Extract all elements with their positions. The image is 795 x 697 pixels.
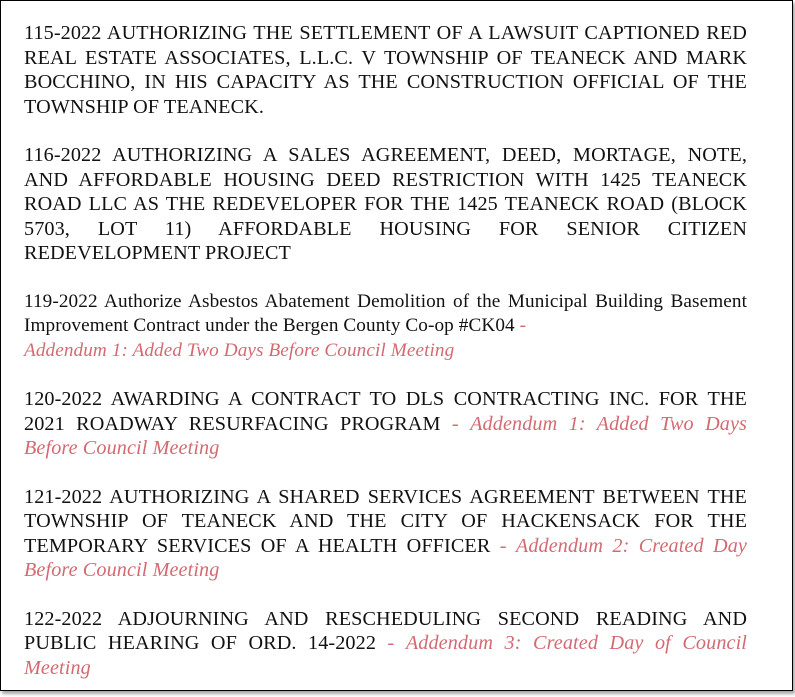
resolution-list	[24, 21, 747, 680]
addendum-separator: -	[376, 632, 406, 654]
resolution-text: 121-2022 AUTHORIZING A SHARED SERVICES AGREEMENT BETWEEN THE TOWNSHIP OF TEANECK AND THE CITY OF HACKENSACK FOR THE TEMPORARY SERVICES OF A HEALTH OFFICER	[24, 485, 747, 557]
resolution-text: 122-2022 ADJOURNING AND RESCHEDULING SECOND READING AND PUBLIC HEARING OF ORD. 14-2022	[24, 607, 747, 654]
resolution-text: 116-2022 AUTHORIZING A SALES AGREEMENT, DEED, MORTAGE, NOTE, AND AFFORDABLE HOUSING DEED RESTRICTION WITH 1425 TEANECK ROAD LLC AS THE REDEVELOPER FOR THE 1425 TEANECK ROAD (BLOCK 5703, LOT 11) AFFORDABLE HOUSING FOR SENIOR CITIZEN REDEVELOPMENT PROJECT	[24, 144, 747, 264]
addendum-note: Addendum 1: Added Two Days Before Council Meeting	[24, 412, 747, 459]
resolution-119-2022	[24, 290, 747, 364]
resolution-text: 119-2022 Authorize Asbestos Abatement Demolition of the Municipal Building Basement Improvement Contract under the Bergen County Co-op #CK04	[24, 290, 747, 336]
addendum-separator: -	[514, 315, 527, 336]
resolution-116-2022	[24, 143, 747, 266]
resolution-122-2022	[24, 607, 747, 681]
resolution-120-2022	[24, 387, 747, 461]
addendum-separator: -	[490, 534, 516, 557]
resolution-115-2022	[24, 21, 747, 119]
addendum-note: Addendum 3: Created Day of Council Meeting	[24, 632, 747, 679]
addendum-note: Addendum 2: Created Day Before Council Meeting	[24, 534, 747, 581]
addendum-separator: -	[440, 412, 471, 435]
resolution-text: 115-2022 AUTHORIZING THE SETTLEMENT OF A LAWSUIT CAPTIONED RED REAL ESTATE ASSOCIATES, L.L.C. V TOWNSHIP OF TEANECK AND MARK BOCCHINO, IN HIS CAPACITY AS THE CONSTRUCTION OFFICIAL OF THE TOWNSHIP OF TEANECK.	[24, 22, 747, 118]
resolution-text: 120-2022 AWARDING A CONTRACT TO DLS CONTRACTING INC. FOR THE 2021 ROADWAY RESURFACING PROGRAM	[24, 388, 747, 435]
addendum-note: Addendum 1: Added Two Days Before Council Meeting	[24, 339, 455, 361]
resolution-121-2022	[24, 485, 747, 583]
